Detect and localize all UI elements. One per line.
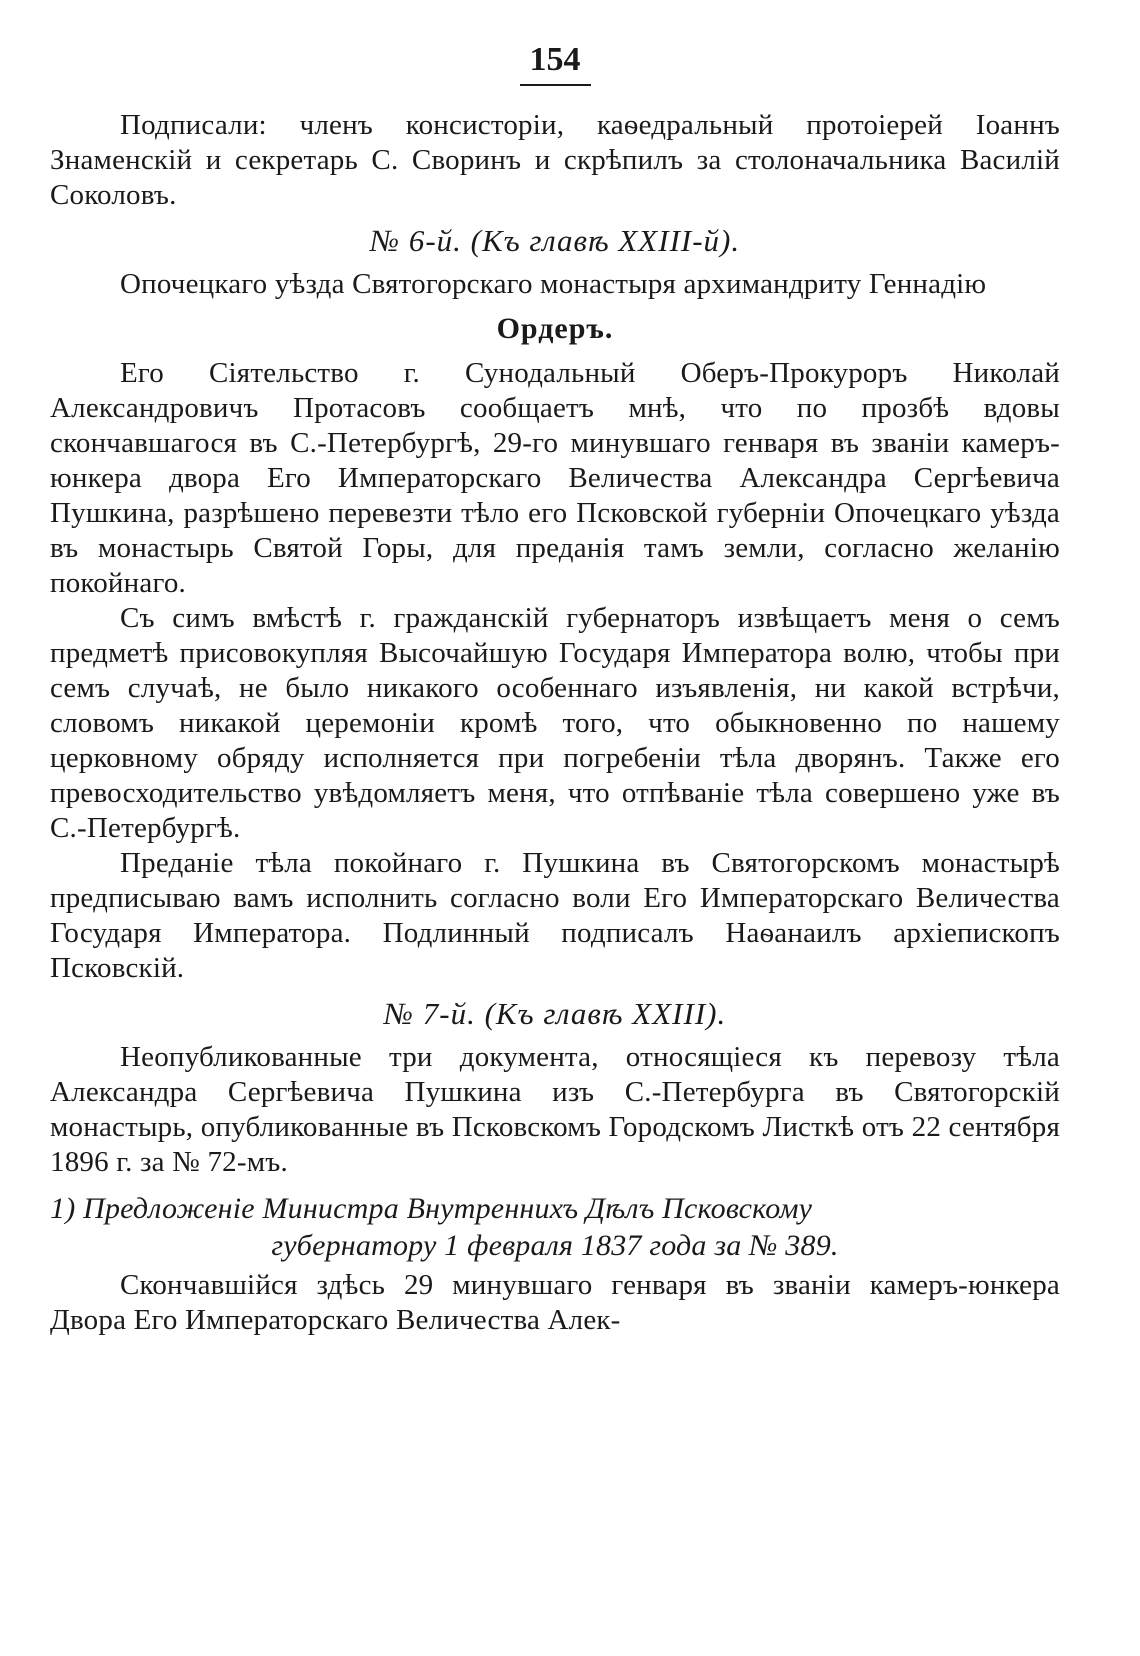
proposal-paragraph: Скончавшійся здѣсь 29 минувшаго генваря въ званіи камеръ-юнкера Двора Его Императорскаго Величества Алек- [50,1269,1060,1336]
page-number [50,40,1060,86]
order-paragraph-3: Преданіе тѣла покойнаго г. Пушкина въ Святогорскомъ монастырѣ предписываю вамъ исполнить согласно воли Его Императорскаго Величества Государя Императора. Подлинный подписалъ Наѳанаилъ архіепископъ Псковскій. [50,847,1060,984]
section-heading-6: № 6-й. (Къ главѣ XXIII-й). [369,223,741,258]
proposal-heading-line-1: 1) Предложеніе Министра Внутреннихъ Дѣлъ Псковскому [50,1192,813,1225]
document-page [50,40,1060,1338]
proposal-heading-line-2: губернатору 1 февраля 1837 года за № 389. [271,1229,839,1262]
unpublished-documents-paragraph: Неопубликованные три документа, относящіеся къ перевозу тѣла Александра Сергѣевича Пушкина изъ С.-Петербурга въ Святогорскій монастырь, опубликованные въ Псковскомъ Городскомъ Листкѣ отъ 22 сентября 1896 г. за № 72-мъ. [50,1041,1060,1178]
order-title: Ордеръ. [496,312,614,345]
proposal-heading [50,1190,1060,1264]
section-heading-7: № 7-й. (Къ главѣ XXIII). [383,996,727,1031]
page-number-text: 154 [520,40,591,86]
addressee-paragraph: Опочецкаго уѣзда Святогорскаго монастыря архимандриту Геннадію [120,268,987,300]
order-paragraph-1: Его Сіятельство г. Сунодальный Оберъ-Прокуроръ Николай Александровичъ Протасовъ сообщаетъ мнѣ, что по прозбѣ вдовы скончавшагося въ С.-Петербургѣ, 29-го минувшаго генваря въ званіи камеръ-юнкера двора Его Императорскаго Величества Александра Сергѣевича Пушкина, разрѣшено перевезти тѣло его Псковской губерніи Опочецкаго уѣзда въ монастырь Святой Горы, для преданія тамъ земли, согласно желанію покойнаго. [50,357,1060,599]
signatures-paragraph: Подписали: членъ консисторіи, каѳедральный протоіерей Іоаннъ Знаменскій и секретарь С. Своринъ и скрѣпилъ за столоначальника Василій Соколовъ. [50,109,1060,211]
order-paragraph-2: Съ симъ вмѣстѣ г. гражданскій губернаторъ извѣщаетъ меня о семъ предметѣ присовокупляя Высочайшую Государя Императора волю, чтобы при семъ случаѣ, не было никакого особеннаго изъявленія, ни какой встрѣчи, словомъ никакой церемоніи кромѣ того, что обыкновенно по нашему церковному обряду исполняется при погребеніи тѣла дворянъ. Также его превосходительство увѣдомляетъ меня, что отпѣваніе тѣла совершено уже въ С.-Петербургѣ. [50,602,1060,844]
document-body [50,108,1060,1338]
